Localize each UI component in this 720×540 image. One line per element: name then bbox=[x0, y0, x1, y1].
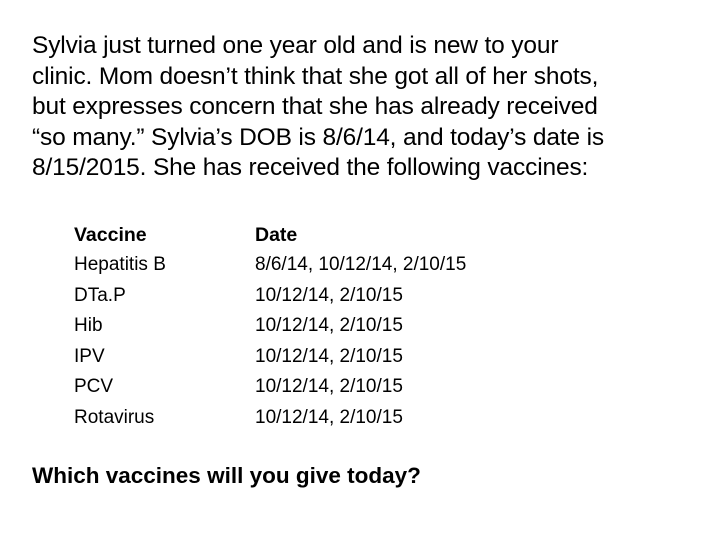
vaccine-column-header: Vaccine bbox=[74, 224, 147, 246]
vaccine-name-cell: IPV bbox=[74, 345, 105, 367]
vaccine-dates-cell: 10/12/14, 2/10/15 bbox=[255, 315, 403, 336]
case-description-line: clinic. Mom doesn’t think that she got all of her shots, bbox=[32, 62, 599, 90]
case-description bbox=[32, 31, 702, 184]
table-row bbox=[74, 311, 555, 342]
vaccine-dates-cell: 10/12/14, 2/10/15 bbox=[255, 406, 403, 428]
vaccine-name-cell: Hepatitis B bbox=[74, 254, 166, 275]
case-description-line: 8/15/2015. She has received the following vaccines: bbox=[32, 154, 589, 181]
table-row bbox=[74, 372, 555, 403]
date-column-header: Date bbox=[255, 224, 298, 246]
vaccine-table bbox=[74, 220, 555, 433]
table-header-row bbox=[74, 220, 555, 250]
table-row bbox=[74, 403, 555, 434]
table-row bbox=[74, 281, 555, 312]
table-body bbox=[74, 250, 555, 433]
vaccine-dates-cell: 10/12/14, 2/10/15 bbox=[255, 284, 403, 306]
table-row bbox=[74, 250, 555, 281]
case-description-line: but expresses concern that she has already received bbox=[32, 93, 598, 120]
vaccine-dates-cell: 10/12/14, 2/10/15 bbox=[255, 376, 403, 397]
vaccine-name-cell: PCV bbox=[74, 376, 114, 397]
vaccine-name-cell: DTa.P bbox=[74, 284, 126, 306]
vaccine-dates-cell: 8/6/14, 10/12/14, 2/10/15 bbox=[255, 254, 467, 275]
vaccine-name-cell: Hib bbox=[74, 315, 103, 336]
vaccine-name-cell: Rotavirus bbox=[74, 406, 155, 428]
table-row bbox=[74, 342, 555, 373]
case-description-line: “so many.” Sylvia’s DOB is 8/6/14, and today’s date is bbox=[32, 123, 605, 151]
question-prompt: Which vaccines will you give today? bbox=[32, 463, 421, 488]
vaccine-dates-cell: 10/12/14, 2/10/15 bbox=[255, 345, 403, 367]
case-description-line: Sylvia just turned one year old and is new to your bbox=[32, 32, 559, 59]
